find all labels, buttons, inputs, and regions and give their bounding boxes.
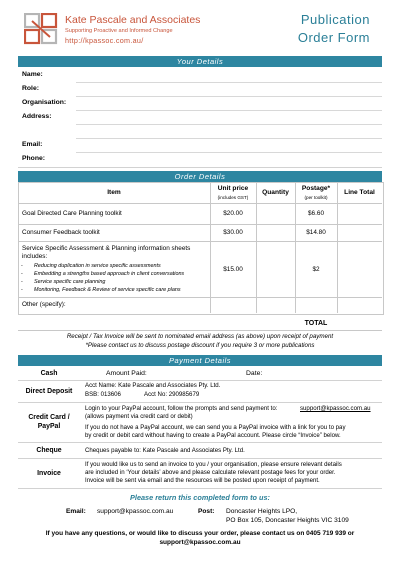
cheque-text: Cheques payable to: Kate Pascale and Associates Pty. Ltd.	[85, 447, 245, 454]
col-line-total: Line Total	[344, 189, 375, 196]
name-label: Name:	[22, 71, 43, 78]
company-name: Kate Pascale and Associates	[65, 14, 201, 26]
phone-label: Phone:	[22, 155, 46, 162]
order-form-page: Kate Pascale and Associates Supporting Proactive and Informed Change http://kpassoc.com.au/ Publication Order Form Your Details Name: Role: Organisation: Address: Email: Phone: Order Details Item Unit price (includes GST) Quantity Postage* (per toolkit) Line Total Goal Directed Care Planning toolkit $20.00 $6.60 Consumer Feedback toolkit $30.00 $14.80 Service Specific Assessment & Planning information sheets includes: - Reducing duplication in service specific assessments - Embedding a strengths based approach in client conversations - Service specific care planning - Monitoring, Feedback & Review of service specific care plans $15.00 $2 Other (specify): TOTAL Receipt / Tax Invoice will be sent to nominated email address (as above) upon receipt of payment *Please contact us to discuss postage discount if you require 3 or more publications Payment Details Cash Amount Paid: Date: Direct Deposit Acct Name: Kate Pascale and Associates Pty. Ltd. BSB: 013606 Acct No: 290985679 Credit Card / PayPal Login to your PayPal account, follow the prompts and send payment to: support@kpassoc.com.au (allows payment via credit card or debit) If you do not have a PayPal account, we can send you a PayPal invoice with a link for you to pay by credit or debit card without having to create a PayPal account. Please circle “Invoice” below. Cheque Cheques payable to: Kate Pascale and Associates Pty. Ltd. Invoice If you would like us to send an invoice to you / your organisation, please ensure relevant details are included in ‘Your details’ above and please calculate relevant postage fees for your order. Invoice will be sent via email and the resources will be posted upon receipt of payment. Please return this completed form to us: Email: support@kpassoc.com.au Post: Doncaster Heights LPO, PO Box 105, Doncaster Heights VIC 3109 If you have any questions, or would like to discuss your order, please contact us on 0405 719 939 or support@kpassoc.com.au	[0, 0, 400, 566]
name-field[interactable]	[76, 82, 382, 83]
your-details-bar: Your Details	[18, 56, 382, 67]
address-label: Address:	[22, 113, 52, 120]
return-email-label: Email:	[66, 508, 86, 515]
credit-card-label-1: Credit Card /	[28, 414, 70, 421]
footer-line1: If you have any questions, or would like to discuss your order, please contact us on 0405 719 939 or	[45, 530, 355, 537]
row3-bullet-3: Service specific care planning	[34, 279, 106, 285]
form-title-line2: Order Form	[297, 30, 370, 45]
row2-unit-price: $30.00	[223, 229, 243, 236]
form-title-line1: Publication	[300, 12, 370, 27]
direct-deposit-label: Direct Deposit	[25, 388, 73, 395]
return-post-label: Post:	[198, 508, 215, 515]
row2-item: Consumer Feedback toolkit	[22, 229, 100, 236]
row3-bullet-4: Monitoring, Feedback & Review of service specific care plans	[34, 287, 181, 293]
bsb: BSB: 013606	[85, 391, 121, 398]
paypal-text-2: (allows payment via credit card or debit)	[85, 413, 193, 420]
company-logo	[24, 13, 58, 45]
acct-name: Acct Name: Kate Pascale and Associates Pty. Ltd.	[85, 382, 221, 389]
amount-paid-label: Amount Paid:	[106, 370, 147, 377]
address-field-line1[interactable]	[76, 124, 382, 125]
email-field[interactable]	[76, 152, 382, 153]
paypal-text-1: Login to your PayPal account, follow the prompts and send payment to:	[85, 405, 278, 412]
receipt-note: Receipt / Tax Invoice will be sent to nominated email address (as above) upon receipt of payment	[66, 333, 334, 340]
payment-details-bar: Payment Details	[18, 355, 382, 366]
role-label: Role:	[22, 85, 39, 92]
organisation-label: Organisation:	[22, 99, 67, 106]
total-label: TOTAL	[304, 320, 328, 327]
invoice-text-3: Invoice will be sent via email and the resources will be posted upon receipt of payment.	[85, 477, 320, 484]
details-bottom-rule	[18, 167, 382, 168]
row1-item: Goal Directed Care Planning toolkit	[22, 210, 122, 217]
postage-note: *Please contact us to discuss postage discount if you require 3 or more publications	[85, 342, 315, 349]
return-email[interactable]: support@kpassoc.com.au	[97, 508, 174, 515]
return-post-line2: PO Box 105, Doncaster Heights VIC 3109	[226, 517, 349, 524]
invoice-text-1: If you would like us to send an invoice to you / your organisation, please ensure relevant details	[85, 461, 342, 468]
row2-postage: $14.80	[306, 229, 326, 236]
return-heading: Please return this completed form to us:	[130, 493, 270, 502]
cash-label: Cash	[40, 370, 58, 377]
row3-postage: $2	[312, 266, 320, 273]
credit-card-label-2: PayPal	[37, 423, 61, 430]
row1-unit-price: $20.00	[223, 210, 243, 217]
company-url[interactable]: http://kpassoc.com.au/	[65, 36, 144, 45]
row1-postage: $6.60	[308, 210, 324, 217]
acct-no: Acct No: 290985679	[144, 391, 200, 398]
company-tagline: Supporting Proactive and Informed Change	[65, 28, 173, 34]
organisation-field[interactable]	[76, 110, 382, 111]
row3-bullet-1: Reducing duplication in service specific assessments	[34, 263, 161, 269]
col-unit-price-sub: (includes GST)	[217, 195, 249, 200]
paypal-text-4: by credit or debit card without having to create a PayPal account. Please circle “Invoice” below.	[85, 432, 341, 439]
row3-unit-price: $15.00	[223, 266, 243, 273]
footer-line2[interactable]: support@kpassoc.com.au	[159, 539, 241, 546]
paypal-email-link[interactable]: support@kpassoc.com.au	[300, 405, 371, 412]
invoice-text-2: are included in ‘Your details’ above and please calculate relevant postage fees for your order.	[85, 469, 336, 476]
return-post-line1: Doncaster Heights LPO,	[226, 508, 298, 515]
address-field-line2[interactable]	[76, 138, 382, 139]
email-label: Email:	[22, 141, 43, 148]
invoice-label: Invoice	[37, 470, 61, 477]
row3-item: Service Specific Assessment & Planning information sheets includes:	[22, 245, 191, 260]
order-details-bar: Order Details	[18, 171, 382, 182]
col-postage-sub: (per toolkit)	[304, 195, 328, 200]
paypal-text-3: If you do not have a PayPal account, we can send you a PayPal invoice with a link for you to pay	[85, 424, 346, 431]
date-label: Date:	[246, 370, 263, 377]
col-unit-price: Unit price	[217, 185, 249, 192]
total-rule	[18, 330, 382, 331]
col-item: Item	[107, 189, 121, 196]
row3-bullet-2: Embedding a strengths based approach in client conversations	[34, 271, 185, 277]
col-postage: Postage*	[301, 185, 331, 192]
role-field[interactable]	[76, 96, 382, 97]
col-quantity: Quantity	[262, 189, 289, 196]
cheque-label: Cheque	[36, 447, 62, 454]
row4-item: Other (specify):	[22, 301, 66, 308]
